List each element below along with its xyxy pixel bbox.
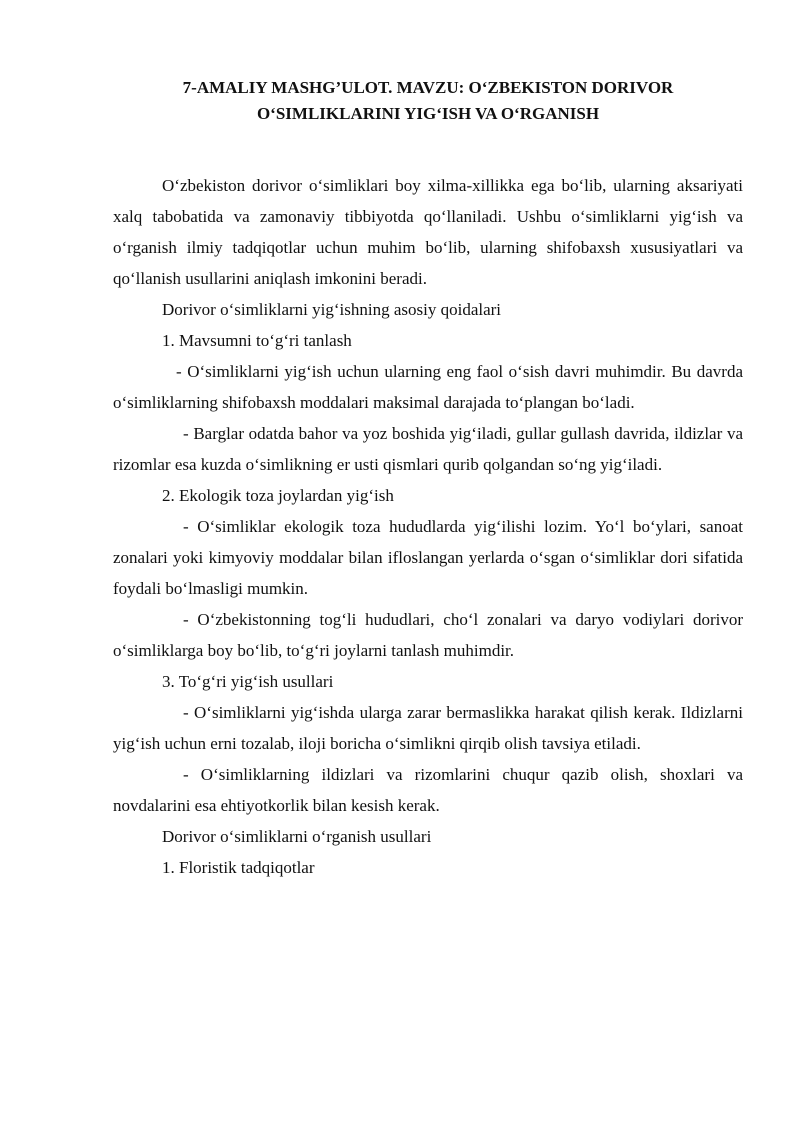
bullet-paragraph: - O‘zbekistonning tog‘li hududlari, cho‘l zonalari va daryo vodiylari dorivor o‘simliklarga boy bo‘lib, to‘g‘ri joylarni tanlash muhimdir. xyxy=(113,610,743,660)
document-title-line-2: O‘SIMLIKLARINI YIG‘ISH VA O‘RGANISH xyxy=(256,104,600,123)
subheading-clean-locations: 2. Ekologik toza joylardan yig‘ish xyxy=(162,486,394,505)
document-body xyxy=(113,170,743,883)
intro-paragraph: O‘zbekiston dorivor o‘simliklari boy xilma-xillikka ega bo‘lib, ularning aksariyati xalq tabobatida va zamonaviy tibbiyotda qo‘llaniladi. Ushbu o‘simliklarni yig‘ish va o‘rganish ilmiy tadqiqotlar uchun muhim bo‘lib, ularning shifobaxsh xususiyatlari va qo‘llanish usullarini aniqlash imkonini beradi. xyxy=(113,176,743,288)
section-heading-study-methods: Dorivor o‘simliklarni o‘rganish usullari xyxy=(162,827,432,846)
bullet-paragraph: - Barglar odatda bahor va yoz boshida yig‘iladi, gullar gullash davrida, ildizlar va rizomlar esa kuzda o‘simlikning er usti qismlari qurib qolgandan so‘ng yig‘iladi. xyxy=(113,424,743,474)
bullet-paragraph: - O‘simliklar ekologik toza hududlarda yig‘ilishi lozim. Yo‘l bo‘ylari, sanoat zonalari yoki kimyoviy moddalar bilan ifloslangan yerlarda o‘sgan o‘simliklar dori sifatida foydali bo‘lmasligi mumkin. xyxy=(113,517,743,598)
subheading-floristic-research: 1. Floristik tadqiqotlar xyxy=(162,858,315,877)
bullet-paragraph: - O‘simliklarni yig‘ishda ularga zarar bermaslikka harakat qilish kerak. Ildizlarni yig‘ish uchun erni tozalab, iloji boricha o‘simlikni qirqib olish tavsiya etiladi. xyxy=(113,703,743,753)
bullet-paragraph: - O‘simliklarning ildizlari va rizomlarini chuqur qazib olish, shoxlari va novdalarini esa ehtiyotkorlik bilan kesish kerak. xyxy=(113,765,743,815)
document-title-line-1: 7-AMALIY MASHG’ULOT. MAVZU: O‘ZBEKISTON DORIVOR xyxy=(182,78,674,97)
bullet-paragraph: - O‘simliklarni yig‘ish uchun ularning eng faol o‘sish davri muhimdir. Bu davrda o‘simliklarning shifobaxsh moddalari maksimal darajada to‘plangan bo‘ladi. xyxy=(113,362,743,412)
subheading-collection-methods: 3. To‘g‘ri yig‘ish usullari xyxy=(162,672,334,691)
subheading-season-selection: 1. Mavsumni to‘g‘ri tanlash xyxy=(162,331,352,350)
section-heading-collection-rules: Dorivor o‘simliklarni yig‘ishning asosiy qoidalari xyxy=(162,300,502,319)
